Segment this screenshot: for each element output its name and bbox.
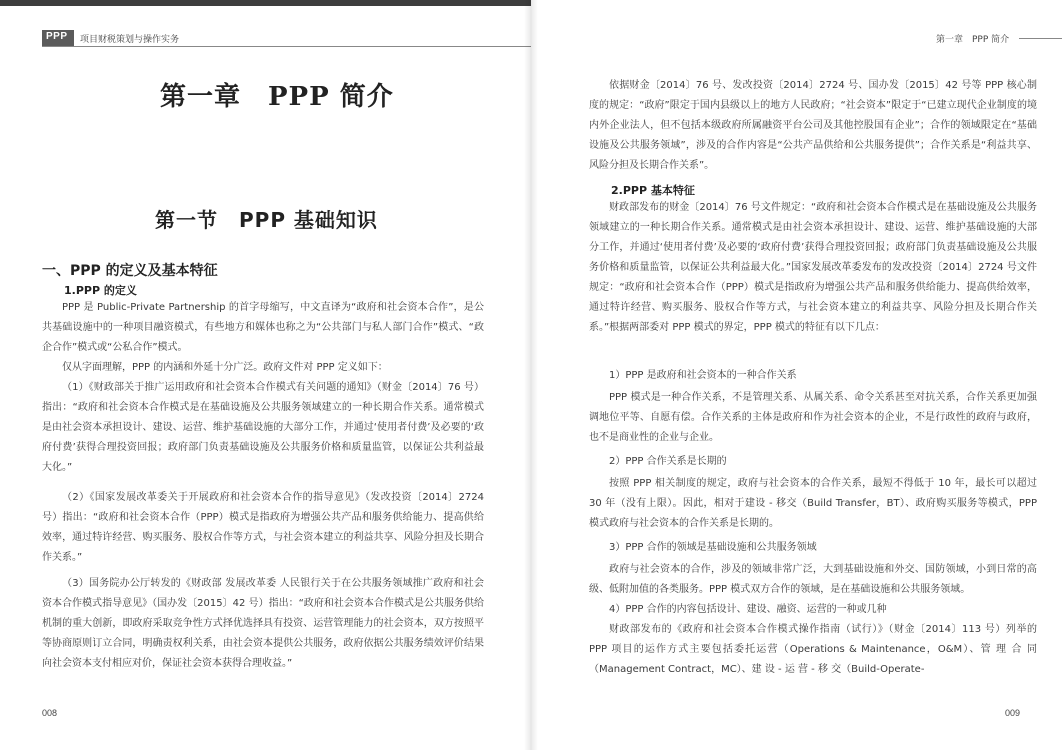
paragraph: （1）《财政部关于推广运用政府和社会资本合作模式有关问题的通知》（财金〔2014〕76 号）指出：“政府和社会资本合作模式是在基础设施及公共服务领域建立的一种长期合作关系。通常模式是由社会资本承担设计、建设、运营、维护基础设施的大部分工作，并通过‘使用者付费’及必要的‘政府付费’获得合理投资回报；政府部门负责基础设施及公共服务价格和质量监管，以保证公共利益最大化。”: [42, 382, 484, 473]
right-page: [531, 0, 1062, 750]
heading-definition: 一、PPP 的定义及基本特征: [42, 263, 218, 279]
feature-title: 4）PPP 合作的内容包括设计、建设、融资、运营的一种或几种: [609, 604, 887, 615]
feature-title: 3）PPP 合作的领域是基础设施和公共服务领域: [609, 542, 817, 553]
feature-title: 2）PPP 合作关系是长期的: [609, 456, 727, 467]
paragraph: 政府与社会资本的合作，涉及的领域非常广泛，大到基础设施和外交、国防领域，小到日常的高级、低附加值的各类服务。PPP 模式双方合作的领域，是在基础设施和公共服务领域。: [589, 564, 1037, 595]
left-running-header: [0, 0, 531, 46]
paragraph: 依据财金〔2014〕76 号、发改投资〔2014〕2724 号、国办发〔2015〕42 号等 PPP 核心制度的规定：“政府”限定于国内县级以上的地方人民政府；“社会资本”限定于“已建立现代企业制度的境内外企业法人，但不包括本级政府所属融资平台公司及其他控股国有企业”；合作的领域限定在“基础设施及公共服务领域”，涉及的合作内容是“公共产品供给和公共服务提供”；合作关系是“利益共享、风险分担及长期合作关系”。: [589, 80, 1037, 171]
paragraph: 财政部发布的财金〔2014〕76 号文件规定：“政府和社会资本合作模式是在基础设施及公共服务领域建立的一种长期合作关系。通常模式是由社会资本承担设计、建设、运营、维护基础设施的大部分工作，并通过‘使用者付费’及必要的‘政府付费’获得合理投资回报；政府部门负责基础设施及公共服务价格和质量监管，以保证公共利益最大化。”国家发展改革委发布的发改投资〔2014〕2724 号文件规定：“政府和社会资本合作（PPP）模式是指政府为增强公共产品和服务供给能力、提高供给效率，通过特许经营、购买服务、股权合作等方式，与社会资本建立的利益共享、风险分担及长期合作关系。”根据两部委对 PPP 模式的界定，PPP 模式的特征有以下几点：: [589, 202, 1037, 333]
ppp-tag: PPP: [46, 31, 68, 42]
header-bar: [0, 0, 531, 6]
header-rule: [1019, 38, 1062, 39]
chapter-title: 第一章 PPP 简介: [160, 82, 394, 112]
subheading-features: 2.PPP 基本特征: [611, 184, 695, 197]
header-rule: [42, 46, 531, 47]
paragraph: 财政部发布的《政府和社会资本合作模式操作指南（试行）》（财金〔2014〕113 号）列举的 PPP 项目的运作方式主要包括委托运营（Operations & Maintenance，O&M）、管 理 合 同（Management Contract，MC）、建 设 - 运 营 - 移 交（Build-Operate-: [589, 624, 1037, 675]
page-number: 009: [1005, 708, 1021, 718]
chapter-tag: 第一章 PPP 简介: [936, 35, 1010, 45]
paragraph: 按照 PPP 相关制度的规定，政府与社会资本的合作关系，最短不得低于 10 年，最长可以超过 30 年（没有上限）。因此，相对于建设 - 移交（Build Transfer，BT）、政府购买服务等模式，PPP 模式政府与社会资本的合作关系是长期的。: [589, 478, 1037, 529]
paragraph: （3）国务院办公厅转发的《财政部 发展改革委 人民银行关于在公共服务领域推广政府和社会资本合作模式指导意见》（国办发〔2015〕42 号）指出：“政府和社会资本合作模式是公共服务供给机制的重大创新，即政府采取竞争性方式择优选择具有投资、运营管理能力的社会资本，双方按照平等协商原则订立合同，明确责权利关系，由社会资本提供公共服务，政府依据公共服务绩效评价结果向社会资本支付相应对价，保证社会资本获得合理收益。”: [42, 578, 484, 669]
feature-title: 1）PPP 是政府和社会资本的一种合作关系: [609, 370, 797, 381]
paragraph: 仅从字面理解，PPP 的内涵和外延十分广泛。政府文件对 PPP 定义如下：: [62, 362, 388, 373]
paragraph: （2）《国家发展改革委关于开展政府和社会资本合作的指导意见》（发改投资〔2014〕2724 号）指出：“政府和社会资本合作（PPP）模式是指政府为增强公共产品和服务供给能力、提高供给效率，通过特许经营、购买服务、股权合作等方式，与社会资本建立的利益共享、风险分担及长期合作关系。”: [42, 492, 484, 563]
paragraph: PPP 是 Public-Private Partnership 的首字母缩写，中文直译为“政府和社会资本合作”，是公共基础设施中的一种项目融资模式，有些地方和媒体也称之为“公共部门与私人部门合作”模式、“政企合作”模式或“公私合作”模式。: [42, 302, 484, 353]
page-number: 008: [42, 708, 58, 718]
book-spine-shadow: [524, 0, 538, 750]
book-title: 项目财税策划与操作实务: [80, 35, 180, 45]
section-title: 第一节 PPP 基础知识: [155, 208, 378, 232]
subheading-definition: 1.PPP 的定义: [64, 284, 137, 297]
paragraph: PPP 模式是一种合作关系，不是管理关系、从属关系、命令关系甚至对抗关系，合作关系更加强调地位平等、自愿有偿。合作关系的主体是政府和作为社会资本的企业，不是行政性的政府与政府，也不是商业性的企业与企业。: [589, 392, 1037, 443]
